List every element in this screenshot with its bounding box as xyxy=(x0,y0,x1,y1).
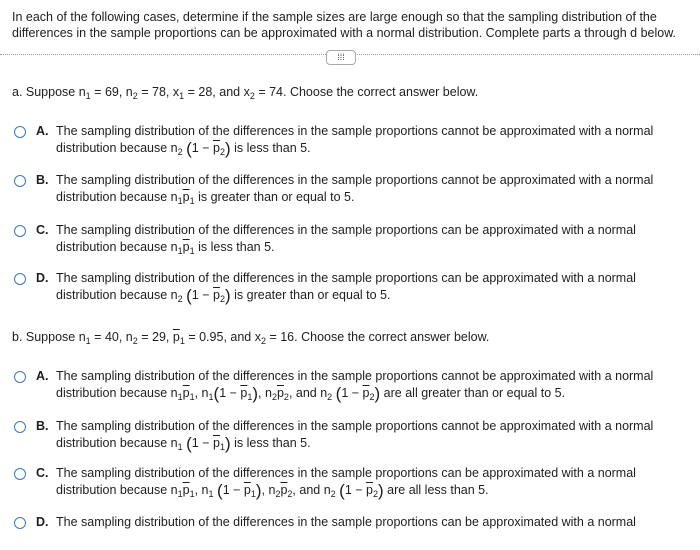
radio-button[interactable] xyxy=(14,421,26,433)
option-letter: C. xyxy=(36,223,49,237)
option-reason: distribution because $n_1\overline{p}_1$, $n_1(1 - \overline{p}_1)$, $n_2\overline{p}_2$, and $n_2$ $(1 - \overline{p}_2)$ are all greater than or equal to 5. xyxy=(56,384,566,403)
part-b-option-d[interactable] xyxy=(14,514,694,548)
instructions: In each of the following cases, determine if the sample sizes are large enough so that the sampling distribution of the differences in the sample proportions can be approximated with a normal distribution. Complete parts a through d below. xyxy=(12,10,677,40)
part-a-prompt: a. Suppose $n_1 = 69$, $n_2 = 78$, $x_1 = 28$, and $x_2 = 74$. Choose the correct answer below. xyxy=(12,85,479,101)
radio-button[interactable] xyxy=(14,517,26,529)
option-text: The sampling distribution of the differences in the sample proportions can be approximated with a normal xyxy=(56,515,636,529)
option-text: The sampling distribution of the differences in the sample proportions cannot be approximated with a normal xyxy=(56,369,654,383)
option-reason: distribution because $n_2$ $(1 - \overline{p}_2)$ is less than 5. xyxy=(56,139,311,158)
option-text: The sampling distribution of the differences in the sample proportions cannot be approximated with a normal xyxy=(56,419,654,433)
part-a-option-d[interactable] xyxy=(14,270,694,304)
option-reason: distribution because $n_1\overline{p}_1$, $n_1$ $(1 - \overline{p}_1)$, $n_2\overline{p}_2$, and $n_2$ $(1 - \overline{p}_2)$ are all less than 5. xyxy=(56,481,489,500)
radio-button[interactable] xyxy=(14,225,26,237)
option-letter: D. xyxy=(36,515,49,529)
option-reason: distribution because $n_1\overline{p}_1$ is greater than or equal to 5. xyxy=(56,190,355,206)
radio-button[interactable] xyxy=(14,273,26,285)
option-reason: distribution because $n_2$ $(1 - \overline{p}_2)$ is greater than or equal to 5. xyxy=(56,286,391,305)
option-letter: C. xyxy=(36,466,49,480)
part-b-prompt: b. Suppose $n_1 = 40$, $n_2 = 29$, $\overline{p}_1 = 0.95$, and $x_2 = 16$. Choose the correct answer below. xyxy=(12,330,490,346)
option-letter: B. xyxy=(36,173,49,187)
option-letter: D. xyxy=(36,271,49,285)
part-b-option-a[interactable] xyxy=(14,368,694,402)
part-b-option-c[interactable] xyxy=(14,465,694,499)
radio-button[interactable] xyxy=(14,468,26,480)
expand-icon[interactable]: ⁞⁞⁞ xyxy=(326,50,356,65)
option-text: The sampling distribution of the differences in the sample proportions cannot be approximated with a normal xyxy=(56,124,654,138)
option-letter: B. xyxy=(36,419,49,433)
option-letter: A. xyxy=(36,369,49,383)
option-reason: distribution because $n_1\overline{p}_1$ is less than 5. xyxy=(56,240,275,256)
part-a-option-b[interactable] xyxy=(14,172,694,206)
radio-button[interactable] xyxy=(14,371,26,383)
option-letter: A. xyxy=(36,124,49,138)
option-text: The sampling distribution of the differences in the sample proportions can be approximated with a normal xyxy=(56,466,636,480)
option-reason: distribution because $n_1$ $(1 - \overline{p}_1)$ is less than 5. xyxy=(56,434,311,453)
part-a-option-a[interactable] xyxy=(14,123,694,157)
option-text: The sampling distribution of the differences in the sample proportions cannot be approximated with a normal xyxy=(56,173,654,187)
option-text: The sampling distribution of the differences in the sample proportions can be approximated with a normal xyxy=(56,223,636,237)
radio-button[interactable] xyxy=(14,175,26,187)
part-b-option-b[interactable] xyxy=(14,418,694,452)
radio-button[interactable] xyxy=(14,126,26,138)
option-text: The sampling distribution of the differences in the sample proportions can be approximated with a normal xyxy=(56,271,636,285)
part-a-option-c[interactable] xyxy=(14,222,694,256)
